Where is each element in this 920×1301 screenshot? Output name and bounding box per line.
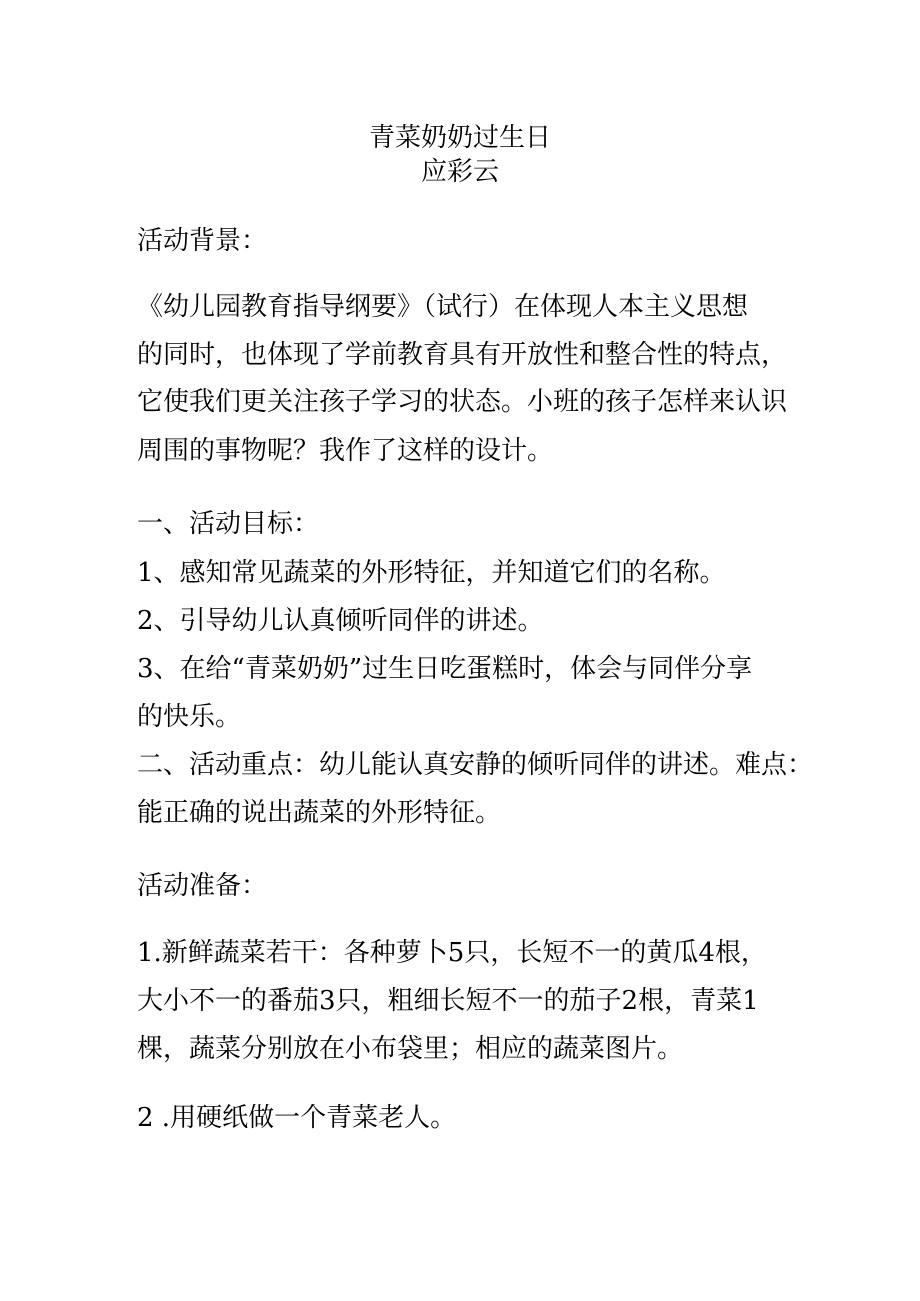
- background-heading: 活动背景：: [137, 226, 268, 256]
- background-line: 的同时，也体现了学前教育具有开放性和整合性的特点，: [137, 340, 788, 370]
- goals-heading: 一、活动目标：: [137, 509, 320, 539]
- key-points-line: 能正确的说出蔬菜的外形特征。: [137, 798, 502, 828]
- preparation-line: 棵，蔬菜分别放在小布袋里；相应的蔬菜图片。: [137, 1034, 684, 1064]
- preparation-line: 1.新鲜蔬菜若干：各种萝卜5只，长短不一的黄瓜4根，: [137, 938, 767, 968]
- document-title: 青菜奶奶过生日: [368, 123, 551, 153]
- background-line: 周围的事物呢？我作了这样的设计。: [137, 436, 554, 466]
- document-author: 应彩云: [420, 157, 499, 187]
- preparation-line: 大小不一的番茄3只，粗细长短不一的茄子2根，青菜1: [137, 986, 759, 1016]
- goal-item: 2、引导幼儿认真倾听同伴的讲述。: [137, 606, 544, 636]
- background-line: 《幼儿园教育指导纲要》（试行）在体现人本主义思想: [137, 292, 749, 322]
- background-line: 它使我们更关注孩子学习的状态。小班的孩子怎样来认识: [137, 387, 788, 417]
- goal-item: 的快乐。: [137, 702, 242, 732]
- key-points-line: 二、活动重点：幼儿能认真安静的倾听同伴的讲述。难点：: [137, 750, 814, 780]
- preparation-heading: 活动准备：: [137, 871, 268, 901]
- goal-item: 3、在给“青菜奶奶”过生日吃蛋糕时，体会与同伴分享: [137, 654, 753, 684]
- preparation-item-2: 2 .用硬纸做一个青菜老人。: [137, 1103, 457, 1133]
- goal-item: 1、感知常见蔬菜的外形特征，并知道它们的名称。: [137, 558, 726, 588]
